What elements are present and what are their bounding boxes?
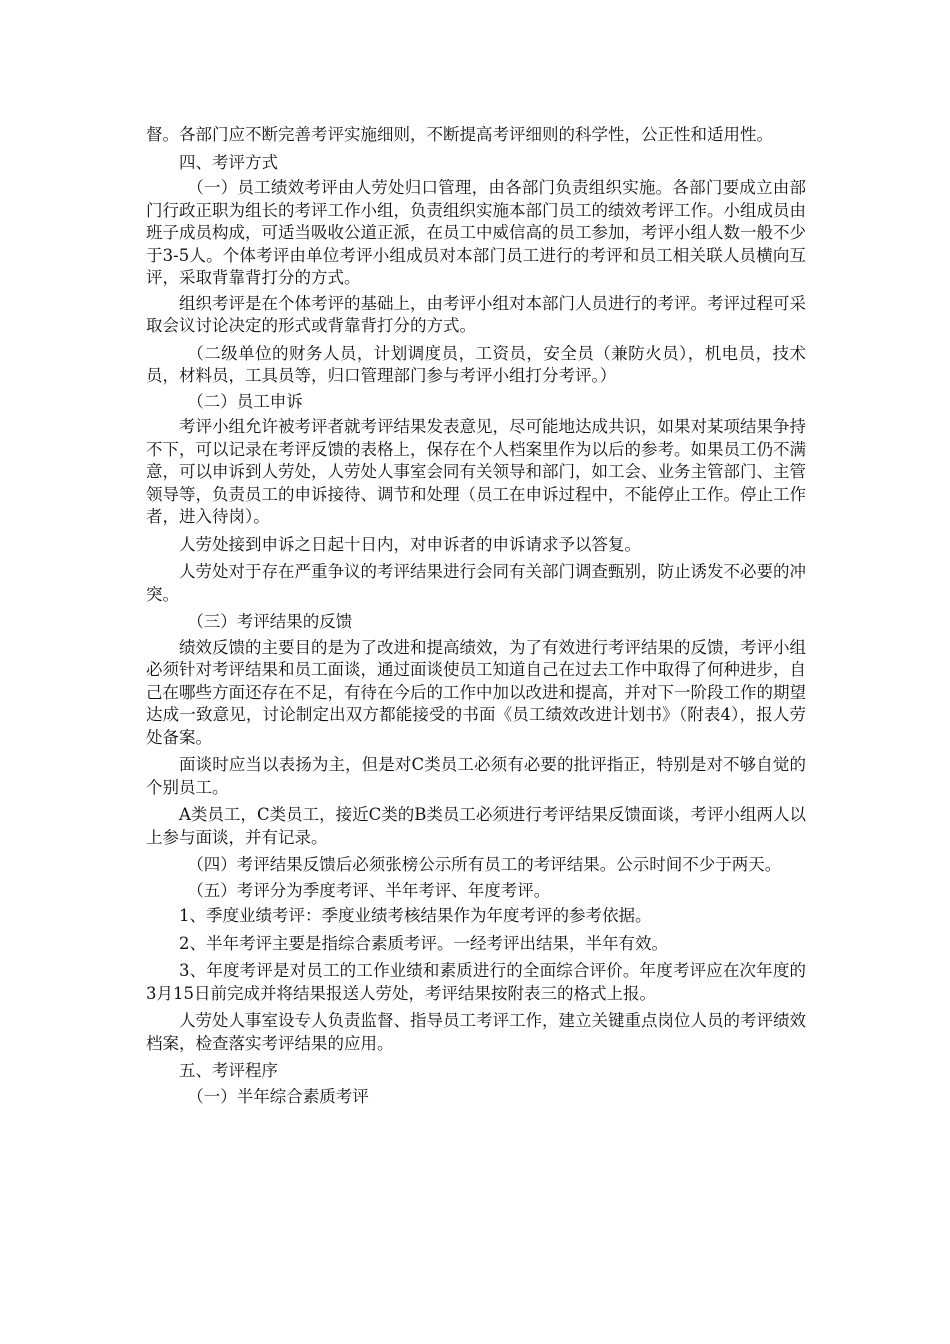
paragraph-item-4-publicity: （四）考评结果反馈后必须张榜公示所有员工的考评结果。公示时间不少于两天。: [187, 855, 782, 874]
paragraph-dispute-investigation: 人劳处对于存在严重争议的考评结果进行会同有关部门调查甄别，防止诱发不必要的冲突。: [146, 562, 806, 604]
paragraph-organization-evaluation: 组织考评是在个体考评的基础上，由考评小组对本部门人员进行的考评。考评过程可采取会议讨论决定的形式或背靠背打分的方式。: [146, 293, 806, 335]
subheading-employee-appeal: （二）员工申诉: [187, 391, 303, 411]
paragraph-interview-requirement: A类员工，C类员工，接近C类的B类员工必须进行考评结果反馈面谈，考评小组两人以上参与面谈，并有记录。: [146, 805, 806, 847]
subheading-half-year-evaluation: （一）半年综合素质考评: [187, 1086, 369, 1106]
list-item-annual: 3、年度考评是对员工的工作业绩和素质进行的全面综合评价。年度考评应在次年度的3月15日前完成并将结果报送人劳处，考评结果按附表三的格式上报。: [146, 961, 806, 1003]
list-item-half-year: 2、半年考评主要是指综合素质考评。一经考评出结果，半年有效。: [179, 933, 668, 953]
section-heading-evaluation-method: 四、考评方式: [179, 152, 278, 172]
paragraph-feedback-purpose: 绩效反馈的主要目的是为了改进和提高绩效，为了有效进行考评结果的反馈，考评小组必须针对考评结果和员工面谈，通过面谈使员工知道自己在过去工作中取得了何种进步，自己在哪些方面还存在不足，有待在今后的工作中加以改进和提高，并对下一阶段工作的期望达成一致意见，讨论制定出双方都能接受的书面《员工绩效改进计划书》（附表4），报人劳处备案。: [146, 637, 806, 747]
paragraph-item-5-periods: （五）考评分为季度考评、半年考评、年度考评。: [187, 880, 551, 900]
subheading-result-feedback: （三）考评结果的反馈: [187, 612, 353, 631]
paragraph-item-1: （一）员工绩效考评由人劳处归口管理，由各部门负责组织实施。各部门要成立由部门行政正职为组长的考评工作小组，负责组织实施本部门员工的绩效考评工作。小组成员由班子成员构成，可适当吸收公道正派，在员工中威信高的员工参加，考评小组人数一般不少于3-5人。个体考评由单位考评小组成员对本部门员工进行的考评和员工相关联人员横向互评，采取背靠背打分的方式。: [146, 178, 806, 287]
paragraph-interview-guidance: 面谈时应当以表扬为主，但是对C类员工必须有必要的批评指正，特别是对不够自觉的个别员工。: [146, 755, 806, 797]
list-item-quarterly: 1、季度业绩考评：季度业绩考核结果作为年度考评的参考依据。: [179, 906, 652, 925]
document-body: [146, 124, 806, 1111]
paragraph-supervision: 人劳处人事室设专人负责监督、指导员工考评工作，建立关键重点岗位人员的考评绩效档案，检查落实考评结果的应用。: [146, 1011, 806, 1053]
section-heading-evaluation-procedure: 五、考评程序: [179, 1061, 278, 1080]
paragraph-secondary-units-note: （二级单位的财务人员，计划调度员，工资员，安全员（兼防火员），机电员，技术员，材料员，工具员等，归口管理部门参与考评小组打分考评。）: [146, 343, 806, 385]
paragraph-appeal-reply: 人劳处接到申诉之日起十日内，对申诉者的申诉请求予以答复。: [179, 534, 641, 554]
paragraph-continuation: 督。各部门应不断完善考评实施细则，不断提高考评细则的科学性，公正性和适用性。: [146, 125, 773, 144]
paragraph-appeal-process: 考评小组允许被考评者就考评结果发表意见，尽可能地达成共识，如果对某项结果争持不下，可以记录在考评反馈的表格上，保存在个人档案里作为以后的参考。如果员工仍不满意，可以申诉到人劳处，人劳处人事室会同有关领导和部门，如工会、业务主管部门、主管领导等，负责员工的申诉接待、调节和处理（员工在申诉过程中，不能停止工作。停止工作者，进入待岗）。: [146, 417, 806, 526]
